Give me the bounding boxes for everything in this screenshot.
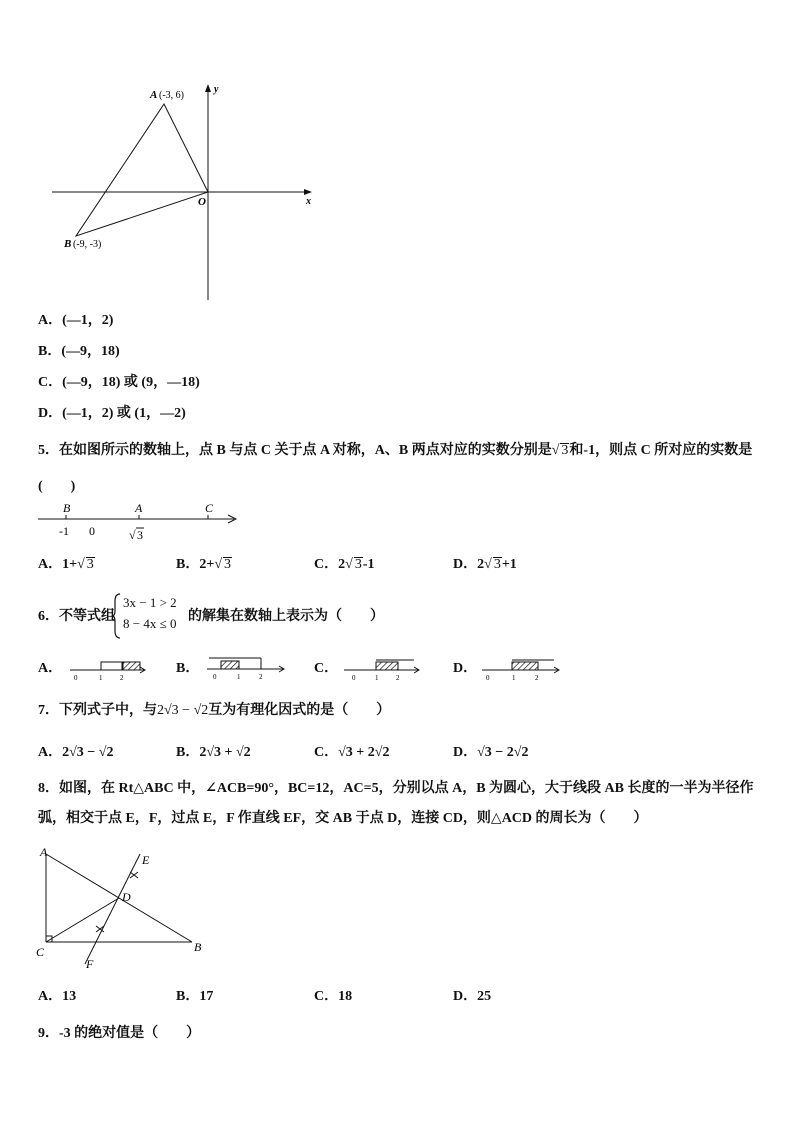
- q5-option-a-pre: A．1+: [38, 557, 78, 572]
- point-F-label: F: [86, 957, 94, 971]
- sqrt-symbol: √: [345, 557, 353, 572]
- q5-stem-post: 和-1，则点 C 所对应的实数是: [569, 443, 753, 458]
- coordinate-figure: [40, 80, 330, 305]
- tick-label-zero: 0: [352, 674, 356, 682]
- point-C-label: C: [36, 945, 45, 959]
- q7-stem-post: 互为有理化因式的是（ ）: [208, 703, 391, 718]
- point-B-coord: (-9, -3): [73, 239, 102, 250]
- point-A-label: A: [135, 501, 143, 515]
- y-axis-label: y: [214, 84, 219, 95]
- point-E-label: E: [142, 853, 150, 867]
- tick-label-zero: 0: [74, 674, 78, 682]
- q5-option-c-post: -1: [362, 557, 375, 572]
- q5-option-d-pre: D．2: [453, 557, 485, 572]
- line-EF: [85, 854, 140, 964]
- q5-number-line: [36, 498, 246, 544]
- q7-option-c[interactable]: C．√3 + 2√2: [314, 745, 390, 760]
- q8-option-d[interactable]: D．25: [453, 989, 492, 1004]
- q8-triangle-figure: [32, 842, 212, 972]
- q5-option-b-radicand: 3: [224, 557, 232, 572]
- sqrt-symbol: √: [129, 528, 136, 542]
- q6-inequality-2: 8 − 4x ≤ 0: [123, 616, 177, 631]
- tick-label-one: 1: [512, 674, 516, 682]
- q6-option-d-numberline[interactable]: [480, 656, 562, 682]
- q5-stem: [38, 442, 752, 460]
- tick-label-sqrt3: 3: [137, 528, 143, 542]
- q6-inequality-system: [123, 592, 177, 634]
- q6-option-a-label[interactable]: A．: [38, 661, 63, 676]
- q8-option-b[interactable]: B．17: [176, 989, 214, 1004]
- q5-option-c-pre: C．2: [314, 557, 346, 572]
- tick-label-two: 2: [259, 673, 263, 681]
- q7-stem-pre: 7．下列式子中，与: [38, 703, 157, 718]
- sqrt-symbol: √: [484, 557, 492, 572]
- point-C-label: C: [205, 501, 214, 515]
- tick-label-zero: 0: [213, 673, 217, 681]
- q5-option-a-radicand: 3: [86, 557, 94, 572]
- origin-label: O: [198, 196, 206, 208]
- sqrt-symbol: √: [551, 443, 560, 458]
- q5-stem-radicand: 3: [561, 443, 569, 458]
- q5-option-d[interactable]: [453, 556, 517, 574]
- tick-label-one: 1: [237, 673, 241, 681]
- q5-option-d-radicand: 3: [493, 557, 501, 572]
- q5-option-d-post: +1: [501, 557, 517, 572]
- q7-option-a[interactable]: A．2√3 − √2: [38, 745, 114, 760]
- q4-option-c[interactable]: C．(—9，18) 或 (9，—18): [38, 375, 200, 390]
- q6-option-d-label[interactable]: D．: [453, 661, 478, 676]
- q4-option-d[interactable]: D．(—1，2) 或 (1，—2): [38, 406, 186, 421]
- q6-option-c-numberline[interactable]: [342, 656, 422, 682]
- point-B-label: B: [194, 940, 202, 954]
- q5-option-c-radicand: 3: [354, 557, 362, 572]
- y-axis-arrow: [205, 84, 211, 92]
- point-B-label: B: [64, 238, 72, 250]
- q6-inequality-1: 3x − 1 > 2: [123, 595, 177, 610]
- x-axis-arrow: [304, 189, 312, 195]
- q4-option-a[interactable]: A．(—1，2): [38, 313, 114, 328]
- sqrt-symbol: √: [77, 557, 85, 572]
- q8-option-c[interactable]: C．18: [314, 989, 353, 1004]
- tick-label-one: 1: [99, 674, 103, 682]
- q6-option-a-numberline[interactable]: [68, 656, 148, 682]
- tick-label-zero: 0: [89, 524, 95, 538]
- x-axis-label: x: [306, 196, 311, 207]
- q5-option-c[interactable]: [314, 556, 374, 574]
- q6-option-b-numberline[interactable]: [205, 654, 287, 682]
- tick-label-minus-one: -1: [59, 524, 69, 538]
- tick-label-two: 2: [396, 674, 400, 682]
- point-D-label: D: [122, 890, 131, 904]
- point-A-label: A: [40, 845, 48, 859]
- segment-CD: [46, 898, 119, 942]
- point-A-coord: (-3, 6): [159, 90, 184, 101]
- q8-option-a[interactable]: A．13: [38, 989, 77, 1004]
- q7-option-d[interactable]: D．√3 − 2√2: [453, 745, 529, 760]
- q8-stem-line1: 8．如图，在 Rt△ABC 中，∠ACB=90°，BC=12，AC=5，分别以点 A，B 为圆心，大于线段 AB 长度的一半为半径作: [38, 781, 754, 796]
- sqrt-symbol: √: [214, 557, 223, 572]
- arc-mark-E: [130, 872, 138, 878]
- q5-option-b-pre: B．2+: [176, 557, 215, 572]
- q5-option-b[interactable]: [176, 556, 232, 574]
- q6-stem-pre: 6．不等式组: [38, 609, 115, 624]
- q7-option-b[interactable]: B．2√3 + √2: [176, 745, 251, 760]
- q6-stem-post: 的解集在数轴上表示为（ ）: [188, 609, 384, 624]
- q7-stem-expr: 2√3 − √2: [157, 703, 209, 718]
- q5-stem-pre: 5．在如图所示的数轴上，点 B 与点 C 关于点 A 对称，A、B 两点对应的实数分别是: [38, 443, 552, 458]
- q9-stem: 9．-3 的绝对值是（ ）: [38, 1026, 201, 1041]
- tick-label-zero: 0: [486, 674, 490, 682]
- point-A-label: A: [150, 89, 158, 101]
- q5-option-a[interactable]: [38, 556, 95, 574]
- q6-brace: [112, 593, 122, 639]
- tick-label-one: 1: [375, 674, 379, 682]
- q7-stem: [38, 702, 390, 720]
- q8-stem-line2: 弧，相交于点 E，F，过点 E，F 作直线 EF，交 AB 于点 D，连接 CD，则△ACD 的周长为（ ）: [38, 811, 648, 826]
- q4-option-b[interactable]: B．(—9，18): [38, 344, 120, 359]
- triangle-AOB: [76, 104, 208, 236]
- tick-label-two: 2: [535, 674, 539, 682]
- q6-option-c-label[interactable]: C．: [314, 661, 339, 676]
- tick-label-two: 2: [120, 674, 124, 682]
- point-B-label: B: [63, 501, 71, 515]
- q5-paren: ( ): [38, 479, 76, 494]
- q6-option-b-label[interactable]: B．: [176, 661, 200, 676]
